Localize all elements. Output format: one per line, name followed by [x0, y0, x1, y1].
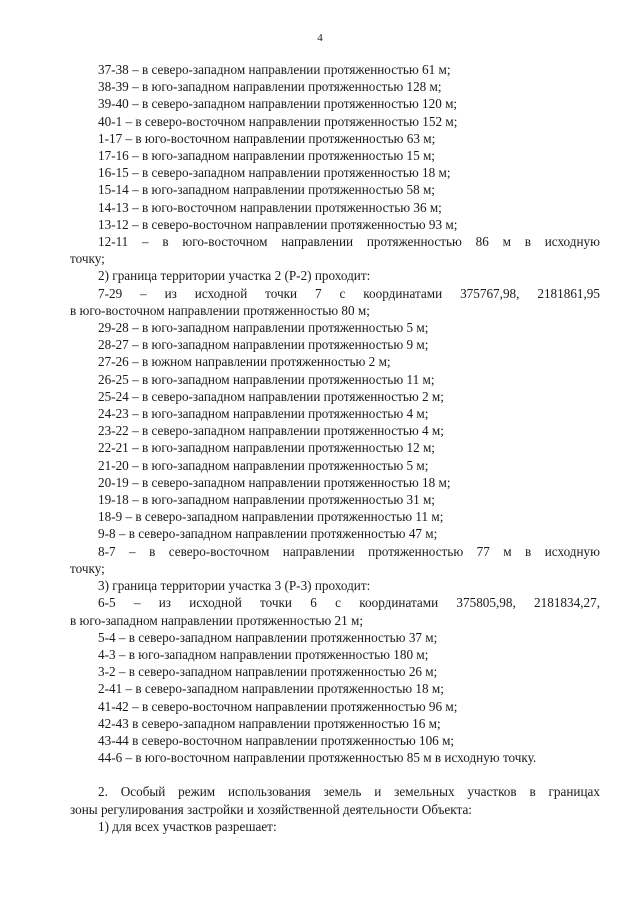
text-line: точку;: [70, 251, 105, 267]
text-line: 8-7 – в северо-восточном направлении протяженностью 77 м в исходную: [98, 543, 600, 559]
text-line: 1-17 – в юго-восточном направлении протяженностью 63 м;: [98, 130, 436, 146]
text-line: 12-11 – в юго-восточном направлении протяженностью 86 м в исходную: [98, 234, 600, 250]
text-line: 14-13 – в юго-восточном направлении протяженностью 36 м;: [98, 199, 442, 215]
text-line: 16-15 – в северо-западном направлении протяженностью 18 м;: [98, 165, 451, 181]
text-line: 2-41 – в северо-западном направлении протяженностью 18 м;: [98, 681, 444, 697]
text-line: 38-39 – в юго-западном направлении протяженностью 128 м;: [98, 79, 442, 95]
text-line: 39-40 – в северо-западном направлении протяженностью 120 м;: [98, 96, 458, 112]
text-line: 28-27 – в юго-западном направлении протяженностью 9 м;: [98, 337, 429, 353]
text-line: 37-38 – в северо-западном направлении протяженностью 61 м;: [98, 62, 451, 77]
text-line: 15-14 – в юго-западном направлении протяженностью 58 м;: [98, 182, 435, 198]
text-line: 19-18 – в юго-западном направлении протяженностью 31 м;: [98, 492, 435, 508]
text-line: 13-12 – в северо-восточном направлении протяженностью 93 м;: [98, 216, 458, 232]
text-line: 27-26 – в южном направлении протяженностью 2 м;: [98, 354, 391, 370]
text-line: 6-5 – из исходной точки 6 с координатами 375805,98, 2181834,27,: [98, 595, 600, 611]
text-line: точку;: [70, 560, 105, 576]
text-line: 18-9 – в северо-западном направлении протяженностью 11 м;: [98, 509, 444, 525]
text-line: 29-28 – в юго-западном направлении протяженностью 5 м;: [98, 320, 429, 336]
paragraph-gap: [70, 766, 600, 783]
text-line: 24-23 – в юго-западном направлении протяженностью 4 м;: [98, 406, 429, 422]
text-line: 21-20 – в юго-западном направлении протяженностью 5 м;: [98, 457, 429, 473]
text-line: 20-19 – в северо-западном направлении протяженностью 18 м;: [98, 474, 451, 490]
text-line: 1) для всех участков разрешает:: [98, 818, 277, 834]
text-line: 25-24 – в северо-западном направлении протяженностью 2 м;: [98, 388, 444, 404]
text-line: в юго-западном направлении протяженностью 21 м;: [70, 612, 364, 628]
text-line: 23-22 – в северо-западном направлении протяженностью 4 м;: [98, 423, 444, 439]
page-number: 4: [317, 32, 323, 44]
text-line: 44-6 – в юго-восточном направлении протяженностью 85 м в исходную точку.: [98, 750, 537, 766]
text-line: зоны регулирования застройки и хозяйственной деятельности Объекта:: [70, 801, 472, 817]
text-line: в юго-восточном направлении протяженностью 80 м;: [70, 302, 370, 318]
text-line: 7-29 – из исходной точки 7 с координатами 375767,98, 2181861,95: [98, 285, 600, 301]
text-line: 17-16 – в юго-западном направлении протяженностью 15 м;: [98, 148, 435, 164]
text-line: 22-21 – в юго-западном направлении протяженностью 12 м;: [98, 440, 435, 456]
text-line: 2. Особый режим использования земель и земельных участков в границах: [98, 784, 600, 800]
text-line: 3-2 – в северо-западном направлении протяженностью 26 м;: [98, 664, 438, 680]
text-line: 9-8 – в северо-западном направлении протяженностью 47 м;: [98, 526, 438, 542]
text-line: 4-3 – в юго-западном направлении протяженностью 180 м;: [98, 646, 429, 662]
text-line: 40-1 – в северо-восточном направлении протяженностью 152 м;: [98, 113, 458, 129]
text-line: 5-4 – в северо-западном направлении протяженностью 37 м;: [98, 629, 438, 645]
text-line: 26-25 – в юго-западном направлении протяженностью 11 м;: [98, 371, 435, 387]
text-line: 41-42 – в северо-восточном направлении протяженностью 96 м;: [98, 698, 458, 714]
text-line: 42-43 в северо-западном направлении протяженностью 16 м;: [98, 715, 441, 731]
boundary-description: [70, 61, 600, 766]
text-line: 43-44 в северо-восточном направлении протяженностью 106 м;: [98, 732, 455, 748]
section-2-paragraph: [70, 783, 600, 835]
text-line: 2) граница территории участка 2 (Р-2) проходит:: [98, 268, 371, 284]
document-body: [70, 61, 600, 835]
text-line: 3) граница территории участка 3 (Р-3) проходит:: [98, 578, 371, 594]
